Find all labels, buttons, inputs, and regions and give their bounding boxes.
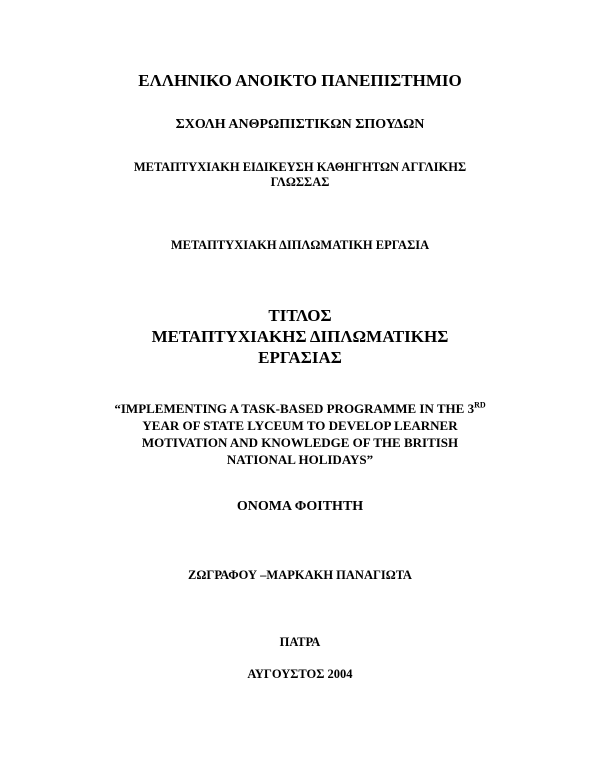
thesis-type: ΜΕΤΑΠΤΥΧΙΑΚΗ ΔΙΠΛΩΜΑΤΙΚΗ ΕΡΓΑΣΙΑ — [170, 238, 430, 252]
title-heading-line-2: ΜΕΤΑΠΤΥΧΙΑΚΗΣ ΔΙΠΛΩΜΑΤΙΚΗΣ — [151, 327, 449, 346]
thesis-title-line-4: NATIONAL HOLIDAYS” — [226, 452, 374, 467]
program-name-line-1: ΜΕΤΑΠΤΥΧΙΑΚΗ ΕΙΔΙΚΕΥΣΗ ΚΑΘΗΓΗΤΩΝ ΑΓΓΛΙΚΗΣ — [133, 160, 467, 174]
program-name-line-2: ΓΛΩΣΣΑΣ — [270, 175, 330, 189]
school-name: ΣΧΟΛΗ ΑΝΘΡΩΠΙΣΤΙΚΩΝ ΣΠΟΥΔΩΝ — [175, 117, 425, 132]
thesis-title-line-3: MOTIVATION AND KNOWLEDGE OF THE BRITISH — [141, 435, 459, 450]
thesis-title — [0, 400, 600, 468]
university-name: ΕΛΛΗΝΙΚΟ ΑΝΟΙΚΤΟ ΠΑΝΕΠΙΣΤΗΜΙΟ — [138, 71, 462, 90]
city: ΠΑΤΡΑ — [279, 635, 321, 649]
student-name: ΖΩΓΡΑΦΟΥ –ΜΑΡΚΑΚΗ ΠΑΝΑΓΙΩΤΑ — [188, 568, 412, 582]
ordinal-superscript: RD — [474, 400, 486, 410]
student-heading: ΟΝΟΜΑ ΦΟΙΤΗΤΗ — [236, 499, 364, 514]
thesis-title-line-1 — [0, 400, 600, 417]
thesis-title-line-2: YEAR OF STATE LYCEUM TO DEVELOP LEARNER — [142, 418, 458, 433]
program-name — [0, 160, 600, 190]
title-heading — [0, 305, 600, 368]
title-heading-line-3: ΕΡΓΑΣΙΑΣ — [258, 348, 342, 367]
thesis-title-line-1-text: “IMPLEMENTING A TASK-BASED PROGRAMME IN THE 3 — [114, 401, 475, 416]
title-heading-line-1: ΤΙΤΛΟΣ — [268, 306, 332, 325]
date: ΑΥΓΟΥΣΤΟΣ 2004 — [247, 667, 353, 681]
